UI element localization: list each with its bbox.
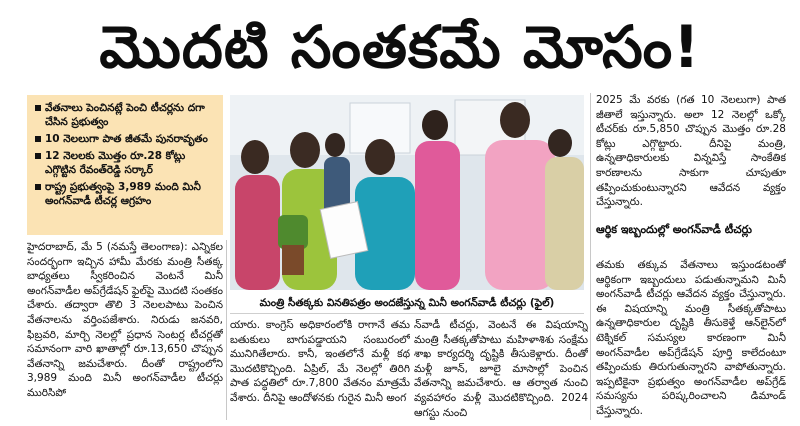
highlight-item: వేతనాలు పెంచినట్లే పెంచి టీచర్లను దగా చేసిన ప్రభుత్వం	[33, 101, 217, 129]
article-column-5: తమకు తక్కువ వేతనాలు ఇస్తుండటంతో ఆర్థికంగా ఇబ్బందులు పడుతున్నామని మినీ అంగన్‌వాడీ టీచర్లు ఆవేదన వ్యక్తం చేస్తున్నారు. ఈ విషయాన్ని మంత్రి సీతక్కతోపాటు ఉన్నతాధికారుల దృష్టికి తీసుకెళ్తే ఆన్‌లైన్‌లో టెక్నికల్ సమస్యల కారణంగా మినీ అంగన్‌వాడీల అప్‌గ్రేడేషన్ పూర్తి కాలేదంటూ తప్పించుకు తిరుగుతున్నారని వాపోతున్నారు. ఇప్పటికైనా ప్రభుత్వం అంగన్‌వాడీల అప్‌గ్రేడ్ సమస్యను పరిష్కరించాలని డిమాండ్ చేస్తున్నారు.	[596, 259, 786, 417]
column-divider	[590, 93, 591, 420]
news-photo	[230, 95, 584, 290]
photo-illustration	[230, 95, 584, 290]
highlight-item: రాష్ట్ర ప్రభుత్వంపై 3,989 మంది మినీ అంగన్‌వాడీ టీచర్ల ఆగ్రహం	[33, 180, 217, 208]
headline: మొదటి సంతకమే మోసం!	[99, 13, 701, 81]
highlight-item: 10 నెలలుగా పాత జీతమే పునరావృతం	[33, 132, 217, 146]
highlights-box	[27, 95, 223, 235]
article-column-3: న్‌వాడీ టీచర్లు, వెంటనే ఈ విషయాన్ని మంత్రి సీతక్కతోపాటు మహిళాశిశు సంక్షేమ శాఖ కార్యదర్శి దృష్టికి తీసుకెళ్లారు. దీంతో మళ్లీ జూన్, జూలై మాసాల్లో పెంచిన వేతనాన్ని జమచేశారు. ఆ తర్వాత నుంచి వ్యవహారం మళ్లీ మొదటికొచ్చింది. 2024 ఆగస్టు నుంచి	[414, 319, 588, 419]
article-column-1: హైదరాబాద్, మే 5 (నమస్తే తెలంగాణ): ఎన్నికల సందర్భంగా ఇచ్చిన హామీ మేరకు మంత్రి సీతక్క బాధ్యతలు స్వీకరించిన వెంటనే మినీ అంగన్‌వాడీల అప్‌గ్రేడేషన్ ఫైల్‌పై మొదటి సంతకం చేశారు. తద్వారా తొలి 3 నెలలపాటు పెంచిన వేతనాలను వర్తింపజేశారు. నిరుడు జనవరి, ఫిబ్రవరి, మార్చి నెలల్లో ప్రధాన సెంటర్ల టీచర్లతో సమానంగా వారి ఖాతాల్లో రూ.13,650 చొప్పున వేతనాన్ని జమచేశారు. దీంతో రాష్ట్రంలోని 3,989 మంది మినీ అంగన్‌వాడీల టీచర్లు మురిసిపో	[27, 241, 223, 399]
subheading: ఆర్థిక ఇబ్బందుల్లో అంగన్‌వాడీ టీచర్లు	[596, 223, 752, 236]
article-column-2: యారు. కాంగ్రెస్ అధికారంలోకి రాగానే తమ బతుకులు బాగుపడ్డాయని సంబురంలో మునిగితేలారు. కానీ, ఇంతలోనే మళ్లీ కథ మొదటికొచ్చింది. ఏప్రిల్, మే నెలల్లో తిరిగి పాత పద్ధతిలో రూ.7,800 వేతనం మాత్రమే వేశారు. దీనిపై ఆందోళనకు గురైన మినీ అంగ	[230, 319, 410, 404]
photo-caption: మంత్రి సీతక్కకు వినతిపత్రం అందజేస్తున్న మినీ అంగన్‌వాడీ టీచర్లు (ఫైల్)	[230, 292, 584, 314]
column-divider	[226, 240, 227, 420]
highlights-list	[33, 101, 217, 208]
highlight-item: 12 నెలలకు మొత్తం రూ.28 కోట్లు ఎగ్గొట్టిన రేవంత్‌రెడ్డి సర్కార్	[33, 149, 217, 177]
article-column-4: 2025 మే వరకు (గత 10 నెలలుగా) పాత జీతాలే ఇస్తున్నారు. అలా 12 నెలల్లో ఒక్కో టీచర్‌కు రూ.5,850 చొప్పున మొత్తం రూ.28 కోట్లు ఎగ్గొట్టారు. దీనిపై మంత్రి, ఉన్నతాధికారులకు విన్నవిస్తే సాంకేతిక కారణాలను సాకుగా చూపుతూ తప్పించుకుంటున్నారని ఆవేదన వ్యక్తం చేస్తున్నారు.	[596, 94, 786, 209]
